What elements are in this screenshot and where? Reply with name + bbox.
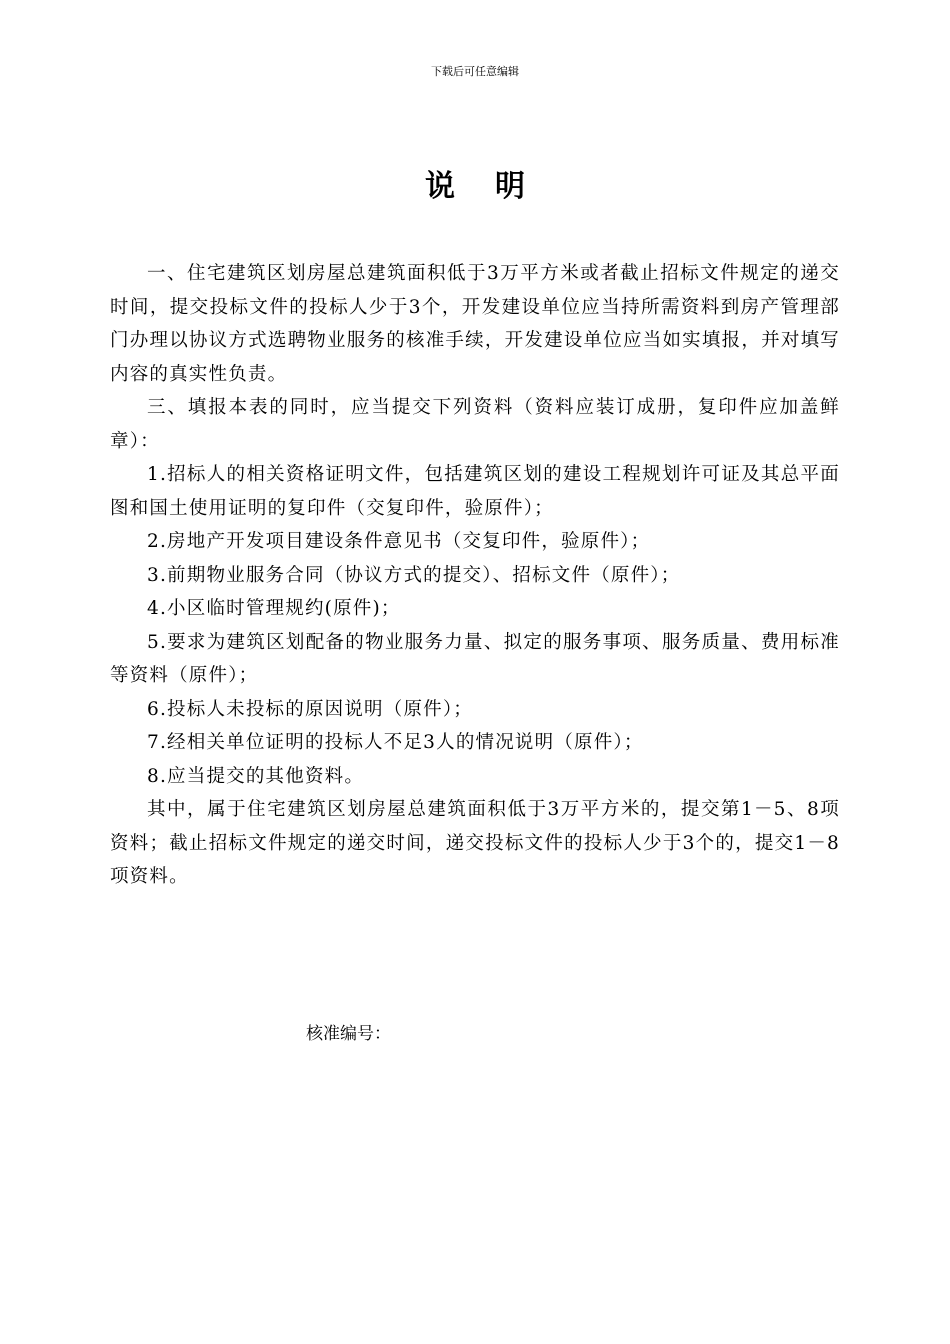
list-item-8: 8.应当提交的其他资料。 bbox=[147, 765, 365, 787]
document-title: 说明 bbox=[425, 169, 565, 204]
list-item-1: 1.招标人的相关资格证明文件，包括建筑区划的建设工程规划许可证及其总平面图和国土使用证明的复印件（交复印件，验原件）； bbox=[110, 464, 840, 519]
list-item-3: 3.前期物业服务合同（协议方式的提交）、招标文件（原件）； bbox=[147, 564, 681, 586]
list-item-2: 2.房地产开发项目建设条件意见书（交复印件，验原件）； bbox=[147, 531, 651, 552]
list-item-6: 6.投标人未投标的原因说明（原件）； bbox=[147, 698, 474, 720]
paragraph-1: 一、住宅建筑区划房屋总建筑面积低于3万平方米或者截止招标文件规定的递交时间，提交投标文件的投标人少于3个，开发建设单位应当持所需资料到房产管理部门办理以协议方式选聘物业服务的核准手续，开发建设单位应当如实填报，并对填写内容的真实性负责。 bbox=[110, 263, 840, 385]
document-body bbox=[110, 257, 840, 894]
page-header-note: 下载后可任意编辑 bbox=[431, 65, 519, 78]
summary-paragraph: 其中，属于住宅建筑区划房屋总建筑面积低于3万平方米的，提交第1－5、8项资料；截止招标文件规定的递交时间，递交投标文件的投标人少于3个的，提交1－8项资料。 bbox=[110, 799, 840, 887]
approval-number-label: 核准编号： bbox=[306, 1024, 391, 1044]
list-item-5: 5.要求为建筑区划配备的物业服务力量、拟定的服务事项、服务质量、费用标准等资料（原件）； bbox=[110, 631, 840, 686]
list-item-7: 7.经相关单位证明的投标人不足3人的情况说明（原件）； bbox=[147, 732, 644, 753]
list-item-4: 4.小区临时管理规约(原件)； bbox=[147, 598, 401, 619]
paragraph-3: 三、填报本表的同时，应当提交下列资料（资料应装订成册，复印件应加盖鲜章）： bbox=[110, 397, 840, 452]
